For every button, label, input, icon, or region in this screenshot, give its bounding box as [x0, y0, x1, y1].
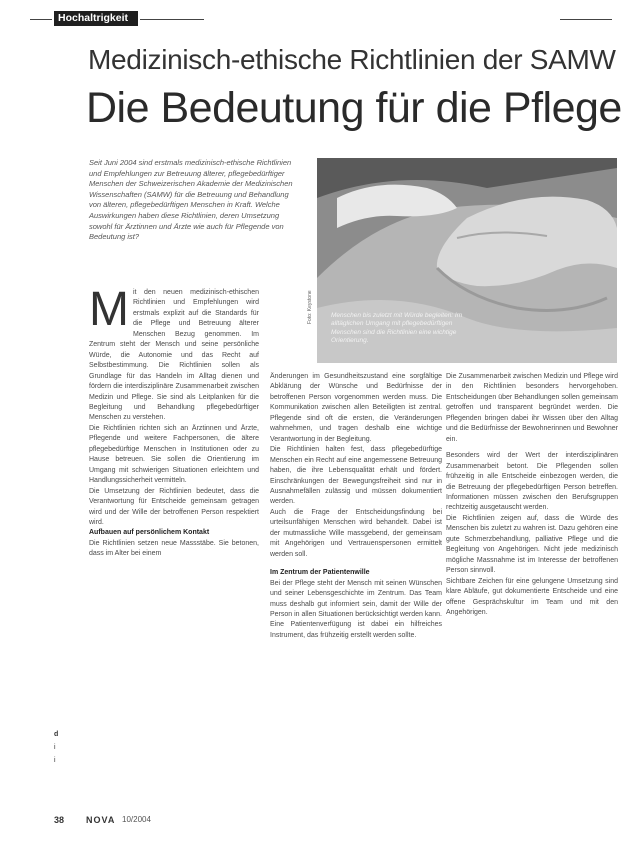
paragraph: Die Umsetzung der Richtlinien bedeutet, dass die Verantwortung für Entscheide gemeinsam getragen wird und der Wille der betroffenen Person respektiert wird. — [89, 487, 259, 526]
photo-credit: Foto: Keystone — [307, 290, 313, 324]
header-rule-right — [140, 19, 204, 20]
photo-caption: Menschen bis zuletzt mit Würde begleiten: Im alltäglichen Umgang mit pflegebedürftigen Menschen sind die Richtlinien eine wichtige Orientierung. — [331, 312, 463, 345]
paragraph: Die Richtlinien setzen neue Massstäbe. Sie betonen, dass im Alter bei einem — [89, 539, 259, 558]
paragraph: Die Zusammenarbeit zwischen Medizin und Pflege wird in den Richtlinien besonders hervorgehoben. Entscheidungen über Behandlungen sollen gemeinsam getroffen und transparent begründet werden. Die Pflegenden bringen dabei ihr Wissen über den Alltag und die Bedürfnisse der Bewohnerinnen und Bewohner ein. — [446, 373, 618, 443]
magazine-name: NOVA — [86, 815, 116, 825]
article-headline: Die Bedeutung für die Pflege — [86, 84, 622, 132]
edge-mark: i — [54, 757, 56, 764]
paragraph: Die Richtlinien halten fest, dass pflegebedürftige Menschen ein Recht auf eine angemessene Betreuung haben, die ihre Lebensqualität erhält und fördert. Einschränkungen der Bewegungsfreiheit sind nur in Ausnahmefällen zulässig und müssen dokumentiert werden. — [270, 446, 442, 506]
article-kicker: Medizinisch-ethische Richtlinien der SAMW — [88, 44, 616, 75]
issue-number: 10/2004 — [122, 815, 151, 824]
paragraph: Die Richtlinien zeigen auf, dass die Würde des Menschen bis zuletzt zu wahren ist. Dazu gehören eine gute Schmerzbehandlung, palliative Pflege und die Begleitung von Angehörigen. Nicht jede medizinisch mögliche Massnahme ist im Interesse der betroffenen Person sinnvoll. — [446, 514, 618, 575]
edge-mark: d — [54, 731, 59, 738]
article-column-3 — [446, 372, 618, 618]
paragraph: Sichtbare Zeichen für eine gelungene Umsetzung sind klare Abläufe, gut dokumentierte Entscheide und eine offene Gesprächskultur im Team und mit den Angehörigen. — [446, 577, 618, 616]
subheading: Im Zentrum der Patientenwille — [270, 569, 370, 577]
paragraph: Auch die Frage der Entscheidungsfindung bei urteilsunfähigen Menschen wird behandelt. Dabei ist der mutmassliche Wille massgebend, der gemeinsam mit Angehörigen und Vertrauenspersonen ermittelt werden soll. — [270, 508, 442, 558]
paragraph: Änderungen im Gesundheitszustand eine sorgfältige Abklärung der Wünsche und Bedürfnisse der betroffenen Person vorgenommen werden muss. Die Kommunikation zwischen allen Beteiligten ist zentral. Pflegende sind oft die ersten, die Veränderungen wahrnehmen, und tragen deshalb eine wichtige Verantwortung in der Begleitung. — [270, 373, 442, 443]
article-column-2 — [270, 372, 442, 641]
paragraph: it den neuen medizinisch-ethischen Richtlinien und Empfehlungen wird erstmals explizit auf die Standards für die Pflege und Betreuung älterer Menschen Bezug genommen. Im Zentrum steht der Mensch und seine persönliche Würde, die Autonomie und das Recht auf Selbstbestimmung. Die Richtlinien sollen als Grundlage für das Handeln im Alltag dienen und fördern die interdisziplinäre Zusammenarbeit zwischen Medizin und Pflege. Sie sind als Leitplanken für die Begleitung und Behandlung pflegebedürftiger Menschen zu verstehen. — [89, 289, 259, 422]
article-lead: Seit Juni 2004 sind erstmals medizinisch-ethische Richtlinien und Empfehlungen zur Betreuung älterer, pflegebedürftiger Menschen der Schweizerischen Akademie der Medizinischen Wissenschaften (SAMW) für die Betreuung und Behandlung von älteren, pflegebedürftigen Menschen in Kraft. Welche Auswirkungen haben diese Richtlinien, deren Umsetzung sowohl für Ärztinnen und Ärzte wie auch für Pflegende von Bedeutung ist? — [89, 158, 293, 242]
article-column-1 — [89, 283, 259, 560]
header-rule-left — [30, 19, 52, 20]
header-rule-far-right — [560, 19, 612, 20]
drop-cap: M — [89, 283, 129, 336]
paragraph: Besonders wird der Wert der interdisziplinären Zusammenarbeit betont. Die Pflegenden sollen frühzeitig in alle Entscheide einbezogen werden, die die Betreuung der pflegebedürftigen Person betreffen. Informationen müssen zwischen den Berufsgruppen rechtzeitig ausgetauscht werden. — [446, 452, 618, 512]
section-tag: Hochaltrigkeit — [54, 11, 138, 26]
edge-marks — [54, 728, 58, 767]
paragraph: Bei der Pflege steht der Mensch mit seinen Wünschen und seiner Lebensgeschichte im Zentrum. Das Team muss deshalb gut informiert sein, damit der Wille der Person in allen Situationen berücksichtigt werden kann. Eine Patientenverfügung ist dabei ein hilfreiches Instrument, das frühzeitig erstellt werden sollte. — [270, 579, 442, 639]
page-number: 38 — [54, 815, 65, 825]
subheading: Aufbauen auf persönlichem Kontakt — [89, 529, 210, 537]
edge-mark: i — [54, 744, 56, 751]
paragraph: Die Richtlinien richten sich an Ärztinnen und Ärzte, Pflegende und weitere Fachpersonen, die ältere pflegebedürftige Menschen in Institutionen oder zu Hause betreuen. Sie sollen die Orientierung im Umgang mit schwierigen Situationen erleichtern und Handlungssicherheit vermitteln. — [89, 424, 259, 485]
